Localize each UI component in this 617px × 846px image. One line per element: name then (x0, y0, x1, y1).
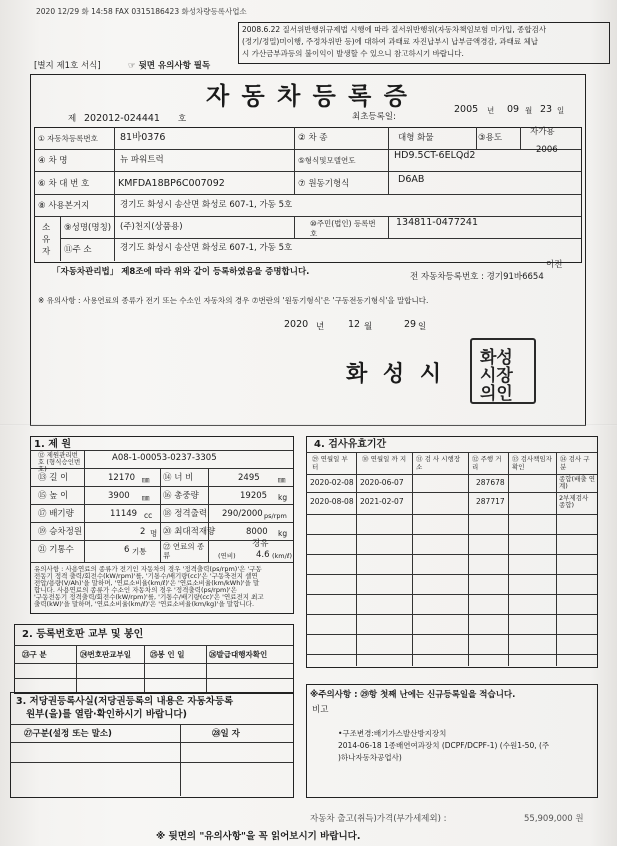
issue-year: 2020 (284, 319, 309, 330)
displacement-value: 11149 (110, 509, 138, 519)
spec-note-3: 전압/용량(V/Ah)'을 말하며, '연료소비율(km/ℓ)'은 '연료소비율(km/kWh)'을 말 (34, 579, 260, 587)
max-load-unit: kg (278, 529, 288, 538)
seal-text-1: 화성 (480, 348, 513, 368)
insp-row-1-type: 종합(배출 연계) (559, 475, 595, 490)
plate-col-agent-confirm: ㉖발급대행자확인 (209, 650, 268, 659)
inspection-caution: ※주의사항 : ㉙항 첫째 난에는 신규등록일을 적습니다. (310, 690, 516, 700)
transfer-label: 이전 (546, 260, 563, 270)
notice-line-2: (정기/정밀)미이행, 주정차위반 등)에 대하여 과태료 자진납부시 납부금액경감, 과태료 체납 (242, 37, 538, 46)
fuel-efficiency-label: (연비) (218, 552, 236, 560)
gross-weight-value: 19205 (240, 491, 268, 501)
issue-year-unit: 년 (316, 322, 325, 332)
displacement-label: ⑰ 배기량 (38, 509, 74, 519)
law-statement: 「자동차관리법」 제8조에 따라 위와 같이 등록하였음을 증명합니다. (52, 267, 310, 277)
fuel-efficiency-unit: (km/ℓ) (272, 552, 293, 560)
height-label: ⑮ 높 이 (38, 491, 69, 501)
certificate-title: 자 동 차 등 록 증 (206, 81, 409, 110)
notice-line-1: 2008.6.22 질서위반행위규제법 시행에 따라 질서위반행위(자동차책임보험 미가입, 종합검사 (242, 25, 547, 34)
back-note-label: ☞ 뒷면 유의사항 필독 (128, 61, 211, 71)
spec-note-5: '구동전동기 정격출력/회전수(kW/rpm)'를, '기통수/배기량(cc)'은 '연료전지 최고 (34, 593, 264, 601)
insp-row-2-to: 2021-02-07 (360, 497, 404, 506)
back-page-footer: ※ 뒷면의 "유의사항"을 꼭 읽어보시기 바랍니다. (156, 831, 361, 842)
previous-reg-number: 전 자동차등록번호 : 경기91바6654 (410, 272, 544, 282)
first-registration-label: 최초등록일: (352, 112, 396, 122)
rated-output-value: 290/2000 (222, 509, 263, 519)
width-unit: ㎜ (278, 475, 286, 484)
garage-address-value: 경기도 화성시 송산면 화성로 607-1, 가동 5호 (120, 200, 293, 210)
spec-note-1: 유의사항 : 사용연료의 종류가 전기인 자동차의 경우 '정격출력(ps/rpm)'은 '구동 (34, 565, 262, 573)
remarks-line-2: 2014-06-18 1종배연여과장치 (DCPF/DCPF-1) (수원1-50, (주 (338, 741, 550, 750)
usage-value: 자가용 (530, 127, 555, 137)
mortgage-section (10, 692, 294, 798)
engine-type-value: D6AB (398, 174, 425, 185)
insp-row-1-to: 2020-06-07 (360, 478, 404, 487)
purchase-price-value: 55,909,000 원 (524, 814, 584, 824)
insp-row-2-from: 2020-08-08 (310, 497, 354, 506)
seal-text-3: 의인 (480, 384, 513, 404)
height-unit: ㎜ (142, 493, 150, 502)
official-seal (470, 338, 536, 404)
fax-header: 2020 12/29 화 14:58 FAX 0315186423 화성차량등록사업소 (36, 7, 247, 16)
first-reg-month: 09 (507, 104, 520, 115)
vin-value: KMFDA18BP6C007092 (118, 178, 225, 189)
seating-label: ⑲ 승차정원 (38, 527, 83, 537)
width-value: 2495 (238, 473, 260, 483)
displacement-unit: cc (144, 511, 153, 520)
cylinders-unit: 기통 (132, 547, 147, 556)
caution-note: ※ 유의사항 : 사용연료의 종류가 전기 또는 수소인 자동차의 경우 ⑦번란의 '원동기형식'은 '구동전동기형식'을 말합니다. (38, 296, 429, 305)
remarks-line-3: )하나자동차공업사) (338, 753, 402, 762)
spec-note-6: 출력(kW)'을 말하며, '연료소비율(km/ℓ)'은 '연료소비율(km/kg)'을 말합니다. (34, 600, 255, 608)
garage-address-label: ⑧ 사용본거지 (38, 201, 90, 211)
plate-col-type: ㉓구 분 (22, 650, 47, 659)
insp-col-to: ㉚ 연월일 까 지 (362, 455, 407, 463)
cylinders-label: ㉑ 기통수 (38, 545, 74, 555)
vehicle-name-label: ④ 차 명 (38, 156, 68, 166)
vin-label: ⑥ 차 대 번 호 (38, 179, 90, 189)
length-unit: ㎜ (142, 475, 150, 484)
inspection-title: 4. 검사유효기간 (314, 439, 387, 450)
reg-number-label: ① 자동차등록번호 (38, 134, 98, 143)
corp-number-label: ⑩주민(법인) 등록번호 (310, 219, 376, 238)
form-label: [별지 제1호 서식] (34, 61, 101, 71)
first-reg-day-unit: 일 (557, 106, 565, 115)
max-load-label: ⑳ 최대적재량 (163, 527, 216, 537)
model-year-value: 2006 (536, 145, 558, 155)
plate-title: 2. 등록번호판 교부 및 봉인 (22, 629, 144, 640)
insp-row-2-type: 2부제검사 종합) (559, 494, 589, 509)
cylinders-value: 6 (124, 545, 130, 555)
insp-row-2-mileage: 287717 (476, 497, 505, 506)
max-load-value: 8000 (246, 527, 268, 537)
mortgage-title-1: 3. 저당권등록사실(저당권등록의 내용은 자동차등록 (16, 696, 234, 707)
spec-note-4: 합니다. 사용연료의 종류가 수소인 자동차의 경우 '정격출력(ps/rpm)'은 (34, 586, 237, 594)
plate-col-seal-date: ㉕봉 인 일 (150, 650, 185, 659)
registration-table (34, 127, 582, 263)
rated-output-unit: ps/rpm (264, 512, 287, 520)
owner-group-label: 소 유 자 (42, 223, 51, 257)
insp-col-from: ㉙ 연월일 부 터 (312, 455, 348, 471)
first-reg-year-unit: 년 (487, 106, 495, 115)
remarks-label: 비고 (312, 705, 329, 715)
reg-number-value: 81바0376 (120, 132, 166, 143)
insp-col-place: ㉛ 검 사 시행장소 (416, 455, 461, 471)
spec-mgmt-no-label: ⑫ 제원관리번호 (형식승인번호) (38, 451, 81, 473)
seating-unit: 명 (150, 529, 158, 538)
notice-line-3: 시 가산금부과등의 불이익이 발생할 수 있으니 참고하시기 바랍니다. (242, 49, 464, 58)
model-year-label: ⑤형식및모델연도 (298, 156, 356, 165)
insp-row-1-mileage: 287678 (476, 478, 505, 487)
vehicle-name-value: 뉴 파워트럭 (120, 155, 164, 165)
issue-day-unit: 일 (418, 322, 427, 332)
rated-output-label: ⑱ 정격출력 (163, 509, 208, 519)
purchase-price-label: 자동차 출고(취득)가격(부가세제외) : (310, 814, 447, 824)
mortgage-col-type: ㉗구분(설정 또는 말소) (24, 729, 112, 739)
fuel-type-label: ㉒ 연료의 종류 (163, 542, 205, 560)
insp-col-confirm: ㉝ 검사책임자 확인 (512, 455, 552, 471)
fuel-efficiency-value: 4.6 (256, 550, 270, 560)
mortgage-title-2: 원부(을)를 열람·확인하시기 바랍니다) (26, 709, 187, 720)
engine-type-label: ⑦ 원동기형식 (298, 179, 350, 189)
vehicle-type-value: 대형 화물 (398, 133, 434, 143)
owner-address-value: 경기도 화성시 송산면 화성로 607-1, 가동 5호 (120, 243, 293, 253)
model-value: HD9.5CT-6ELQd2 (394, 150, 476, 161)
plate-col-issue-date: ㉔번호판교부일 (80, 650, 131, 659)
owner-name-label: ⑨성명(명칭) (64, 223, 112, 233)
issuer-name: 화 성 시 (346, 361, 446, 387)
vehicle-type-label: ② 차 종 (298, 133, 328, 143)
length-label: ⑬ 길 이 (38, 473, 69, 483)
issue-day: 29 (404, 319, 417, 330)
owner-address-label: ⑪주 소 (64, 245, 92, 255)
gross-weight-label: ⑯ 총중량 (163, 491, 199, 501)
insp-col-type: ㉞ 검사 구분 (560, 455, 590, 471)
first-reg-year: 2005 (454, 104, 479, 115)
insp-col-mileage: ㉜ 주행 거리 (472, 455, 502, 471)
remarks-line-1: •구조변경:배기가스발산방지장치 (338, 729, 447, 738)
spec-note-2: 전동기 정격 출력/회전수(kW/rpm)'를, '기통수/배기량(cc)'은 '구동축전지 셀연 (34, 572, 258, 580)
mortgage-col-date: ㉘일 자 (212, 729, 240, 739)
fuel-type-value: 경유 (252, 539, 269, 549)
issue-month-unit: 월 (364, 322, 373, 332)
first-reg-month-unit: 월 (525, 106, 533, 115)
spec-mgmt-no-value: A08-1-00053-0237-3305 (112, 453, 217, 463)
doc-no-prefix: 제 (68, 114, 77, 124)
spec-title: 1. 제 원 (34, 439, 72, 450)
width-label: ⑭ 너 비 (163, 473, 194, 483)
length-value: 12170 (108, 473, 136, 483)
seal-text-2: 시장 (480, 366, 513, 386)
first-reg-day: 23 (540, 104, 553, 115)
owner-name-value: (주)천지(상품용) (120, 222, 183, 232)
corp-number-value: 134811-0477241 (396, 217, 479, 228)
issue-month: 12 (348, 319, 361, 330)
insp-row-1-from: 2020-02-08 (310, 478, 354, 487)
document-number: 202012-024441 (84, 113, 160, 124)
usage-label: ③용도 (478, 133, 503, 143)
seating-value: 2 (140, 527, 146, 537)
gross-weight-unit: kg (278, 493, 288, 502)
doc-no-suffix: 호 (178, 114, 187, 124)
height-value: 3900 (108, 491, 130, 501)
